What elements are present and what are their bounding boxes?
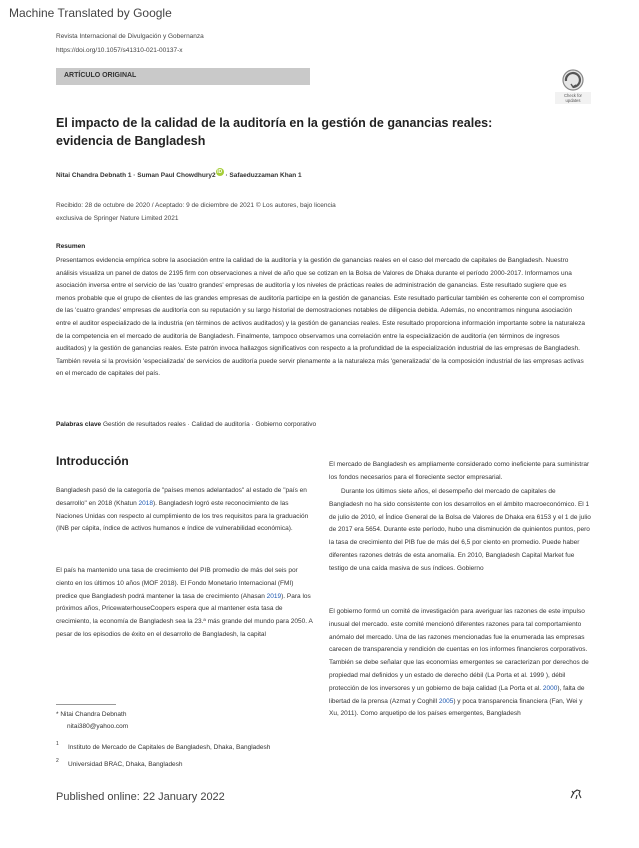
author-3[interactable]: Safaeduzzaman Khan 1 xyxy=(229,172,302,179)
citation-link[interactable]: 2018 xyxy=(138,499,153,507)
right-paragraph-2: Durante los últimos siete años, el desempeño del mercado de capitales de Bangladesh no ha sido consistente con los desarrollos en el ámbito macroeconómico. El 1 de julio de 2010, el Índice General de la Bolsa de Valores de Dhaka era 6153 y el 1 de julio de 2017 era 5654. Durante este período, hubo una disminución de quinientos puntos, pero la tasa de crecimiento del PIB fue de más del 6,5 por ciento en promedio. Puede haber diferentes razones detrás de esta anomalía. En 2010, Bangladesh Capital Market fue testigo de una caída masiva de sus índices. Gobierno xyxy=(329,488,591,572)
author-email[interactable]: nitai380@yahoo.com xyxy=(67,723,129,730)
paper-title: El impacto de la calidad de la auditoría en la gestión de ganancias reales: evidencia de Bangladesh xyxy=(56,116,493,148)
check-updates-line1: Check for xyxy=(564,93,582,98)
published-date: Published online: 22 January 2022 xyxy=(56,791,225,803)
author-list xyxy=(56,169,302,179)
check-updates-line2: updates xyxy=(565,98,581,103)
orcid-icon[interactable]: iD xyxy=(217,169,223,175)
author-separator: · xyxy=(131,172,138,179)
citation-link[interactable]: 2019 xyxy=(266,592,282,600)
introduction-heading: Introducción xyxy=(56,454,129,468)
keywords-label: Palabras clave xyxy=(56,421,102,428)
keywords-list: Gestión de resultados reales · Calidad de auditoría · Gobierno corporativo xyxy=(101,421,317,428)
abstract-heading: Resumen xyxy=(56,243,86,250)
article-type-label: ARTÍCULO ORIGINAL xyxy=(64,72,137,79)
footnote-divider xyxy=(56,704,116,705)
affiliation-1-marker: 1 xyxy=(56,741,59,747)
abstract-text: Presentamos evidencia empírica sobre la asociación entre la calidad de la auditoría y la gestión de ganancias reales en el caso del mercado de capitales de Bangladesh. Nuestro análisis visualiza un panel de datos de 2195 firm con observaciones a nivel de año que se cotizan en la Bolsa de Valores de Dhaka durante el período 2000-2017. Informamos una asociación inversa entre el servicio de las 'cuatro grandes' empresas de auditoría y los niveles de prácticas reales de administración de ganancias. Este resultado sugiere que es menos probable que el grupo de clientes de las grandes empresas de auditoría participe en la gestión de ganancias. Este resultado particular también es coherente con el compromiso de las 'cuatro grandes' empresas de auditoría con su reputación y su largo historial de demostraciones notables de diligencia debida. Además, no encontramos ninguna asociación entre el auditor especializado de la industria (en términos de activos auditados) y la gestión de ganancias reales. Este resultado proporciona información importante sobre la naturaleza de la competencia en el mercado de auditoría de Bangladesh. Finalmente, tampoco observamos una correlación entre la especialización de auditoría (en términos de ingresos auditados) y la gestión de ganancias reales. Este patrón invoca hallazgos significativos con respecto a la profundidad de la especialización industrial de las empresas de Bangladesh. También revela si la provisión 'especializada' de servicios de auditoría puede servir plenamente a la naturaleza más 'generalizada' de la composición industrial de las empresas activas en el mercado de capitales del país. xyxy=(56,257,585,378)
intro-paragraph-1: Bangladesh pasó de la categoría de "países menos adelantados" al estado de "país en desarrollo" en 2018 (Khatun 2018). Bangladesh logró este reconocimiento de las Naciones Unidas con respecto al cumplimiento de los tres requisitos para la graduación (INB per cápita, índice de activos humanos e índice de vulnerabilidad económica). xyxy=(56,487,309,533)
springer-horse-icon xyxy=(568,786,584,802)
right-paragraph-3: El gobierno formó un comité de investigación para averiguar las razones de este impulso inusual del mercado. este comité mencionó diferentes razones para tal comportamiento anómalo del mercado. Una de las razones mencionadas fue la enumerada las empresas carecen de transparencia y rendición de cuentas en los informes financieros corporativos. También se debe señalar que las economías emergentes se caracterizan por derechos de propiedad mal definidos y un estado de derecho débil (La Porta et al. 1999 ), débil protección de los inversores y un gobierno de baja calidad (La Porta et al. 2000), falta de libertad de la prensa (Azmat y Coghill 2005) y poca transparencia financiera (Fan, Wei y Xu, 2011). Como arquetipo de los países emergentes, Bangladesh xyxy=(329,608,589,718)
received-accepted-dates: Recibido: 28 de octubre de 2020 / Aceptado: 9 de diciembre de 2021 © Los autores, bajo licencia exclusiva de Springer Nature Limited 2021 xyxy=(56,202,336,222)
citation-link[interactable]: 2000 xyxy=(542,684,558,692)
author-2[interactable]: Suman Paul Chowdhury2 xyxy=(137,172,216,179)
affiliation-1: Instituto de Mercado de Capitales de Bangladesh, Dhaka, Bangladesh xyxy=(68,744,271,751)
author-1[interactable]: Nitai Chandra Debnath 1 xyxy=(56,172,132,179)
right-paragraph-1: El mercado de Bangladesh es ampliamente considerado como ineficiente para suministrar los fondos necesarios para el floreciente sector empresarial. xyxy=(329,461,590,481)
citation-link[interactable]: 2005 xyxy=(438,697,454,705)
check-for-updates-icon[interactable] xyxy=(553,66,593,106)
affiliation-2-marker: 2 xyxy=(56,758,59,764)
machine-translation-banner: Machine Translated by Google xyxy=(9,6,172,20)
corresponding-author: * Nitai Chandra Debnath xyxy=(56,711,127,718)
keywords xyxy=(56,421,316,428)
author-separator: · xyxy=(223,172,230,179)
intro-paragraph-2: El país ha mantenido una tasa de crecimiento del PIB promedio de más del seis por ciento en los últimos 10 años (MOF 2018). El Fondo Monetario Internacional (FMI) predice que Bangladesh podrá mantener la tasa de crecimiento (Ahasan 2019). Para los próximos años, PricewaterhouseCoopers espera que al mantener esta tasa de crecimiento, la economía de Bangladesh sea la 23.ª más grande del mundo para 2050. A pesar de los episodios de éxito en el desarrollo de Bangladesh, la capital xyxy=(56,567,313,638)
doi-link[interactable]: https://doi.org/10.1057/s41310-021-00137-x xyxy=(56,47,183,54)
affiliation-2: Universidad BRAC, Dhaka, Bangladesh xyxy=(68,761,183,768)
journal-name: Revista Internacional de Divulgación y Gobernanza xyxy=(56,33,204,40)
